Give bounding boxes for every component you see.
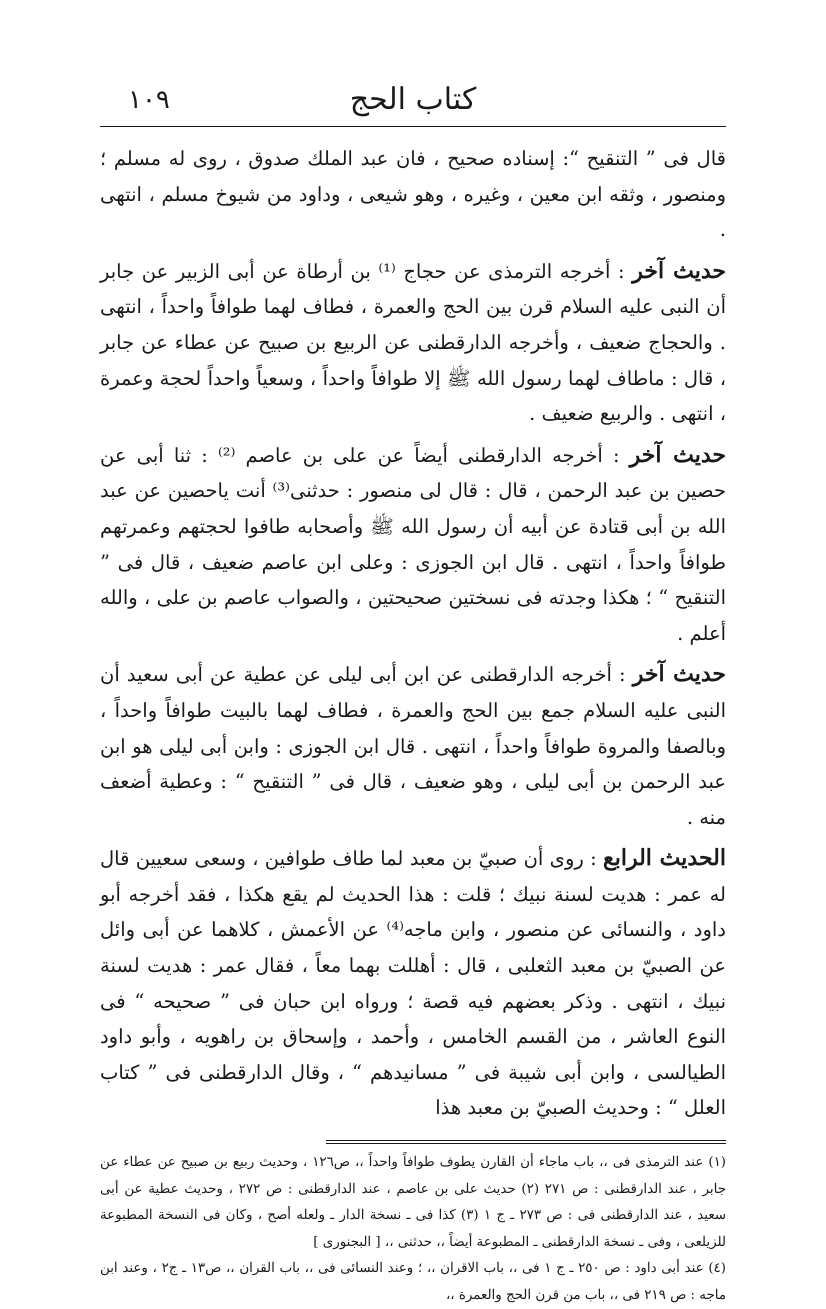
paragraph-text: : روى أن صبيّ بن معبد لما طاف طوافين ، وسعى سعيين قال له عمر : هديت لسنة نبيك ؛ قلت : هذا الحديث لم يقع هكذا ، فقد أخرجه أبو داود ، والنسائى عن منصور ، وابن ماجه⁽⁴⁾ عن الأعمش ، كلاهما عن أبى وائل عن الصبيّ بن معبد الثعلبى ، قال : أهللت بهما معاً ، فقال عمر : هديت لسنة نبيك ، انتهى . وذكر بعضهم فيه قصة ؛ ورواه ابن حبان فى ” صحيحه “ فى النوع العاشر ، من القسم الخامس ، وأحمد ، وإسحاق بن راهويه ، وأبو داود الطيالسى ، وابن أبى شيبة فى ” مسانيدهم “ ، وقال الدارقطنى فى ” كتاب العلل “ : وحديث الصبيّ بن معبد هذا — [100, 847, 726, 1120]
page-header — [100, 78, 726, 127]
paragraph — [100, 841, 726, 1126]
footnote: (٤) عند أبى داود : ص ٢٥٠ ـ ج ١ فى ،، باب الاقران ،، ؛ وعند النسائى فى ،، باب القران ،، ص١٣ ـ ج٢ ، وعند ابن ماجه : ص ٢١٩ فى ،، باب من قرن الحج والعمرة ،، — [100, 1261, 726, 1303]
section-lead: حديث آخر — [632, 257, 726, 284]
paragraph — [100, 254, 726, 432]
paragraph — [100, 141, 726, 248]
paragraph-text: : أخرجه الترمذى عن حجاج ⁽¹⁾ بن أرطاة عن أبى الزبير عن جابر أن النبى عليه السلام قرن بين الحج والعمرة ، فطاف لهما طوافاً واحداً ، انتهى . والحجاج ضعيف ، وأخرجه الدارقطنى عن الربيع بن صبيح عن عطاء عن جابر ، قال : ماطاف لهما رسول الله ﷺ إلا طوافاً واحداً ، وسعياً واحداً لحجة وعمرة ، انتهى . والربيع ضعيف . — [100, 259, 726, 426]
footnote: (١) عند الترمذى فى ،، باب ماجاء أن القارن يطوف طوافاً واحداً ،، ص١٢٦ ، وحديث ربيع بن صبيح عن عطاء عن جابر ، عند الدارقطنى : ص ٢٧١ (٢) حديث على بن عاصم ، عند الدارقطنى : ص ٢٧٢ ، وحديث عطية عن أبى سعيد ، عند الدارقطنى فى : ص ٢٧٣ ـ ج ١ (٣) كذا فى ـ نسخة الدار ـ ولعله أصح ، وكان فى النسخة المطبوعة للزيلعى ، وفى ـ نسخة الدارقطنى ـ المطبوعة أيضاً ،، حدثنى ،، [ البجنورى ] — [100, 1155, 727, 1250]
section-lead: حديث آخر — [629, 441, 726, 468]
paragraph — [100, 657, 726, 835]
paragraph-text: : أخرجه الدارقطنى عن ابن أبى ليلى عن عطية عن أبى سعيد أن النبى عليه السلام جمع بين الحج والعمرة ، فطاف لهما بالبيت طوافاً واحداً ، وبالصفا والمروة طوافاً واحداً ، انتهى . قال ابن الجوزى : وابن أبى ليلى هو ابن عبد الرحمن بن أبى ليلى ، وهو ضعيف ، قال فى ” التنقيح “ : وعطية أضعف منه . — [100, 663, 726, 829]
footnote-divider — [326, 1140, 726, 1144]
section-lead: الحديث الرابع — [603, 845, 726, 872]
paragraph-text: قال فى ” التنقيح “: إسناده صحيح ، فان عبد الملك صدوق ، روى له مسلم ؛ ومنصور ، وثقه ابن معين ، وغيره ، وهو شيعى ، وداود من شيوخ مسلم ، انتهى . — [100, 147, 726, 242]
page-title: كتاب الحج — [349, 82, 477, 117]
main-text — [100, 141, 726, 1126]
paragraph — [100, 438, 726, 652]
paragraph-text: : أخرجه الدارقطنى أيضاً عن على بن عاصم ⁽²⁾ : ثنا أبى عن حصين بن عبد الرحمن ، قال : قال لى منصور : حدثنى⁽³⁾ أنت ياحصين عن عبد الله بن أبى قتادة عن أبيه أن رسول الله ﷺ وأصحابه طافوا لحجتهم وعمرتهم طوافاً واحداً ، انتهى . قال ابن الجوزى : وعلى ابن عاصم ضعيف ، قال فى ” التنقيح “ ؛ هكذا وجدته فى نسختين صحيحتين ، والصواب عاصم بن على ، والله أعلم . — [100, 443, 726, 645]
section-lead: حديث آخر — [632, 661, 727, 688]
footnotes — [100, 1150, 726, 1309]
page-number: ١٠٩ — [128, 85, 170, 115]
